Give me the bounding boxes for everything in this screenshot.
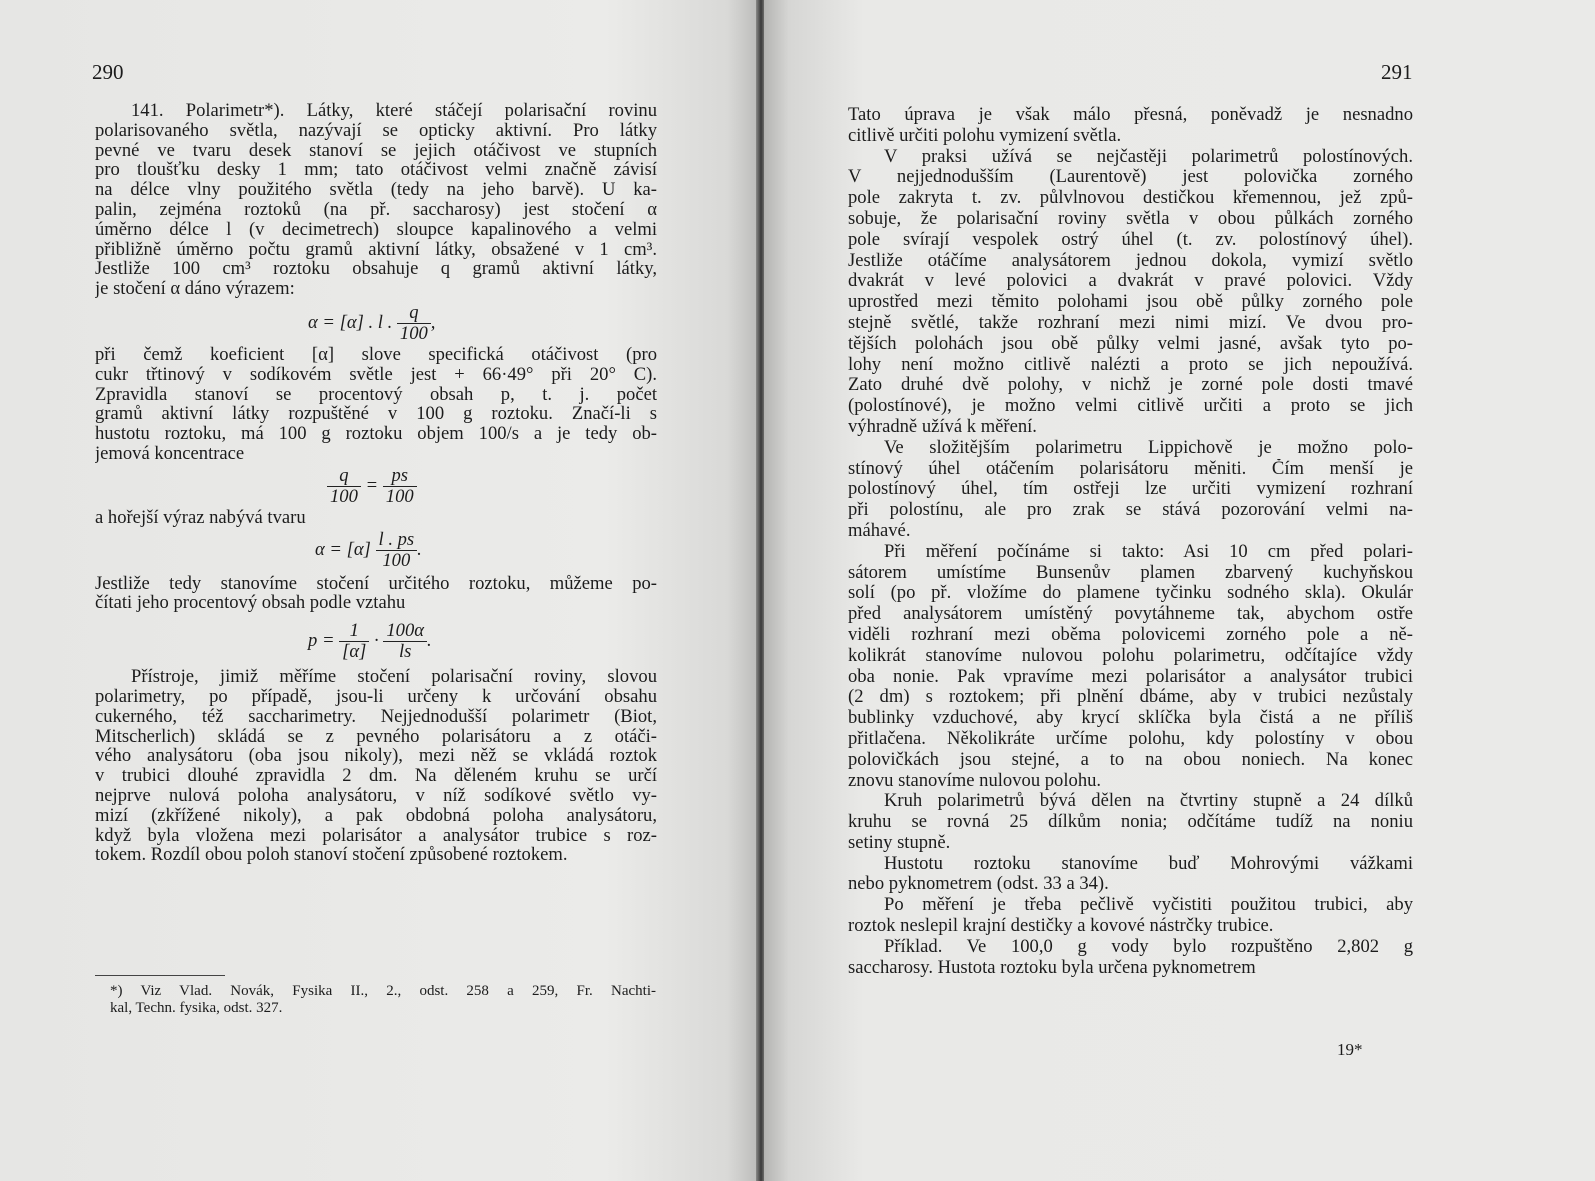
right-para-line: tějších polohách jsou obě půlky velmi jasné, avšak tyto po- [848, 333, 1413, 354]
paragraph-percent-content [95, 574, 657, 614]
right-para-line: Při měření počínáme si takto: Asi 10 cm před polari- [884, 541, 1413, 562]
formula-percent-fraction-1 [339, 621, 369, 662]
para5-line: mizí (zkřížené nikoly), a pak obdobná poloha analysátoru, [95, 805, 657, 826]
para5-line: Přístroje, jimiž měříme stočení polarisační roviny, slovou [131, 667, 657, 687]
para1-line: polarisovaného světla, nazývají se opticky aktivní. Pro látky [95, 120, 657, 141]
para5-line: tokem. Rozdíl obou poloh stanoví stočení způsobené roztokem. [95, 845, 568, 866]
right-para-line: citlivě určiti polohu vymizení světla. [848, 125, 1122, 146]
formula-alpha-ps [95, 528, 657, 574]
paragraph-specific-rotation [95, 345, 657, 464]
left-text-column [95, 101, 657, 865]
right-para-line: V nejjednodušším (Laurentově) jest polovička zorného [848, 167, 1413, 188]
formula-concentration [95, 464, 657, 508]
footnote-lines [110, 983, 656, 1017]
right-para-line: nebo pyknometrem (odst. 33 a 34). [848, 874, 1109, 895]
formula-percent-den-1: [α] [342, 641, 367, 663]
right-para-line: dvakrát v levé polovici a dvakrát v pravé polovici. Vždy [848, 271, 1413, 292]
formula-concentration-num-2: ps [383, 466, 417, 487]
right-para-line: Ve složitějším polarimetru Lippichově je možno polo- [884, 437, 1413, 458]
formula-alpha-ps-tail: . [417, 538, 422, 560]
formula-rotation-denominator: 100 [399, 322, 428, 344]
para1-line: Jestliže 100 cm³ roztoku obsahuje q gramů aktivní látky, [95, 259, 657, 280]
para5-line: cukerného, též saccharimetry. Nejjednodušší polarimetr (Biot, [95, 706, 657, 727]
formula-concentration-den-1: 100 [330, 485, 358, 507]
para5-line: když byla vložena mezi polarisátor a analysátor trubice s roz- [95, 825, 657, 846]
right-para-line: V praksi užívá se nejčastěji polarimetrů polostínových. [884, 146, 1413, 167]
para1-line: pevné ve tvaru desek stanoví se jejich otáčivost ve stupních [95, 140, 657, 161]
right-para-line: sátorem umístíme Bunsenův plamen zbarvený kuchyňskou [848, 562, 1413, 583]
right-para-line: (polostínové), je možno velmi citlivě určiti a proto se jich [848, 396, 1413, 417]
right-para-line: máhavé. [848, 520, 911, 541]
right-para-line: uprostřed mezi těmito polohami jsou obě půlky zorného pole [848, 292, 1413, 313]
right-para-line: kruhu se rovná 25 dílkům nonia; odčítáme tudíž na noniu [848, 812, 1413, 833]
right-para-line: pole zakryta t. zv. půlvlnovou destičkou křemennou, jež způ- [848, 188, 1413, 209]
formula-concentration-equals: = [365, 474, 379, 496]
right-para-line: stínový úhel otáčením polarisátoru měniti. Čím menší je [848, 458, 1413, 479]
para1-line: je stočení α dáno výrazem: [95, 279, 295, 299]
footnote-line: *) Viz Vlad. Novák, Fysika II., 2., odst. 258 a 259, Fr. Nachti- [110, 983, 656, 999]
para5-line: Mitscherlich) skládá se z pevného polarisátoru a z otáči- [95, 726, 657, 747]
right-para-line: lohy není možno citlivě nalézti a proto se jich nepoužívá. [848, 354, 1413, 375]
para1-line: palin, zejména roztoků (na př. saccharosy) jest stočení α [95, 199, 657, 220]
right-text-column [848, 105, 1413, 978]
para5-line: polarimetry, po případě, jsou-li určeny k určování obsahu [95, 686, 657, 707]
formula-percent-num-1: 1 [339, 621, 369, 642]
formula-rotation-numerator: q [397, 303, 431, 324]
paragraph-instruments [95, 667, 657, 865]
para2-line: jemová koncentrace [95, 443, 245, 464]
right-para-line: setiny stupně. [848, 832, 951, 853]
right-para-line: kolikrát stanovíme nulovou polohu polarimetru, odčítajíce vždy [848, 645, 1413, 666]
right-para-line: roztok neslepil krajní destičky a kovové nástrčky trubice. [848, 916, 1274, 937]
formula-percent-tail: . [427, 629, 432, 651]
para1-line: úměrno délce l (v decimetrech) sloupce kapalinového a velmi [95, 219, 657, 240]
formula-concentration-fraction-2 [383, 466, 417, 507]
formula-percent-den-2: ls [398, 641, 412, 663]
right-para-line: sobuje, že polarisační roviny světla v obou půlkách zorného [848, 208, 1413, 229]
para2-line: cukr třtinový v sodíkovém světle jest + 66·49° při 20° C). [95, 364, 657, 385]
right-para-line: Kruh polarimetrů bývá dělen na čtvrtiny stupně a 24 dílků [884, 791, 1413, 812]
formula-rotation [95, 299, 657, 345]
para2-line: při čemž koeficient [α] slove specifická otáčivost (pro [95, 344, 657, 365]
formula-concentration-num-1: q [327, 466, 361, 487]
footnote-rule [95, 975, 225, 976]
page-number-right: 291 [1381, 60, 1413, 84]
para1-line: pro tloušťku desky 1 mm; tato otáčivost velmi značně závisí [95, 160, 657, 181]
right-para-line: polostínový úhel, tím ostřeji lze určiti vymizení rozhraní [848, 479, 1413, 500]
right-para-line: přitlačena. Několikráte určíme polohu, kdy polostíny v obou [848, 728, 1413, 749]
formula-rotation-lhs: α = [α] . l . [308, 311, 393, 333]
formula-concentration-den-2: 100 [385, 485, 414, 507]
right-para-line: stejně světlé, takže rozhraní mezi nimi mizí. Ve dvou pro- [848, 312, 1413, 333]
formula-percent-lhs: p = [308, 629, 335, 651]
right-para-line: pole svírají vespolek ostrý úhel (t. zv. polostínový úhel). [848, 229, 1413, 250]
para5-line: vého analysátoru (oba jsou nikoly), mezi něž se vkládá roztok [95, 746, 657, 767]
right-para-line: Zato druhé dvě polohy, v nichž je zorné pole dosti tmavé [848, 375, 1413, 396]
footnote [110, 983, 656, 1017]
printer-signature: 19* [1337, 1040, 1363, 1059]
formula-percent-num-2: 100α [383, 621, 427, 642]
right-para-line: (2 dm) s roztokem; při plnění dbáme, aby v trubici nezůstaly [848, 687, 1413, 708]
right-para-line: polovičkách jsou stejné, a to na obou noniech. Na konec [848, 749, 1413, 770]
right-para-line: Tato úprava je však málo přesná, poněvadž je nesnadno [848, 105, 1413, 125]
right-para-line: Jestliže otáčíme analysátorem jednou dokola, vymizí světlo [848, 250, 1413, 271]
formula-percent-fraction-2 [383, 621, 427, 662]
formula-concentration-fraction-1 [327, 466, 361, 507]
para2-line: Zpravidla stanoví se procentový obsah p, t. j. počet [95, 384, 657, 405]
para1-line: 141. Polarimetr*). Látky, které stáčejí polarisační rovinu [131, 101, 657, 121]
line-upper-expression: a hořejší výraz nabývá tvaru [95, 507, 306, 528]
right-para-line: výhradně užívá k měření. [848, 416, 1037, 437]
right-para-line: bublinky vzduchové, aby krycí sklíčka byla čistá a ne příliš [848, 708, 1413, 729]
right-para-line: Hustotu roztoku stanovíme buď Mohrovými vážkami [884, 853, 1413, 874]
para4-line: Jestliže tedy stanovíme stočení určitého roztoku, můžeme po- [95, 573, 657, 594]
right-para-line: při polostínu, ale pro zrak se stává pozorování velmi na- [848, 500, 1413, 521]
formula-percent-dot: · [374, 629, 379, 651]
right-para-line: před analysátorem umístěný povytáhneme tak, abychom ostře [848, 604, 1413, 625]
right-page [764, 0, 1595, 1181]
footnote-line: kal, Techn. fysika, odst. 327. [110, 1000, 283, 1016]
formula-rotation-fraction [397, 303, 431, 344]
page-number-left: 290 [92, 60, 124, 84]
right-para-line: Po měření je třeba pečlivě vyčistiti použitou trubici, aby [884, 895, 1413, 916]
formula-alpha-ps-fraction [376, 530, 418, 571]
right-para-line: solí (po př. vložíme do plamene tyčinku sodného skla). Okulár [848, 583, 1413, 604]
para2-line: gramů aktivní látky rozpuštěné v 100 g roztoku. Značí-li s [95, 404, 657, 425]
para1-line: přibližně úměrno počtu gramů aktivní látky, obsažené v 1 cm³. [95, 239, 657, 260]
formula-alpha-ps-numerator: l . ps [376, 530, 418, 551]
formula-rotation-tail: , [430, 311, 436, 333]
right-para-line: saccharosy. Hustota roztoku byla určena pyknometrem [848, 957, 1256, 978]
formula-percent [95, 613, 657, 667]
right-para-line: znovu stanovíme nulovou polohu. [848, 770, 1102, 791]
right-para-line: viděli rozhraní mezi oběma polovicemi zorného pole a ně- [848, 624, 1413, 645]
para5-line: nejprve nulová poloha analysátoru, v níž sodíkové světlo vy- [95, 785, 657, 806]
formula-alpha-ps-lhs: α = [α] [315, 538, 371, 560]
right-para-line: oba nonie. Pak vpravíme mezi polarisátor a analysátor trubici [848, 666, 1413, 687]
right-paragraphs [848, 105, 1413, 978]
para2-line: hustotu roztoku, má 100 g roztoku objem 100/s a je tedy ob- [95, 424, 657, 444]
right-para-line: Příklad. Ve 100,0 g vody bylo rozpuštěno 2,802 g [884, 936, 1413, 957]
paragraph-polarimetr [95, 101, 657, 299]
para5-line: v trubici dlouhé zpravidla 2 dm. Na děleném kruhu se určí [95, 766, 657, 786]
formula-alpha-ps-denominator: 100 [382, 549, 411, 571]
left-page [0, 0, 758, 1181]
para4-line: čítati jeho procentový obsah podle vztahu [95, 593, 406, 614]
para1-line: na délce vlny použitého světla (tedy na jeho barvě). U ka- [95, 180, 657, 200]
